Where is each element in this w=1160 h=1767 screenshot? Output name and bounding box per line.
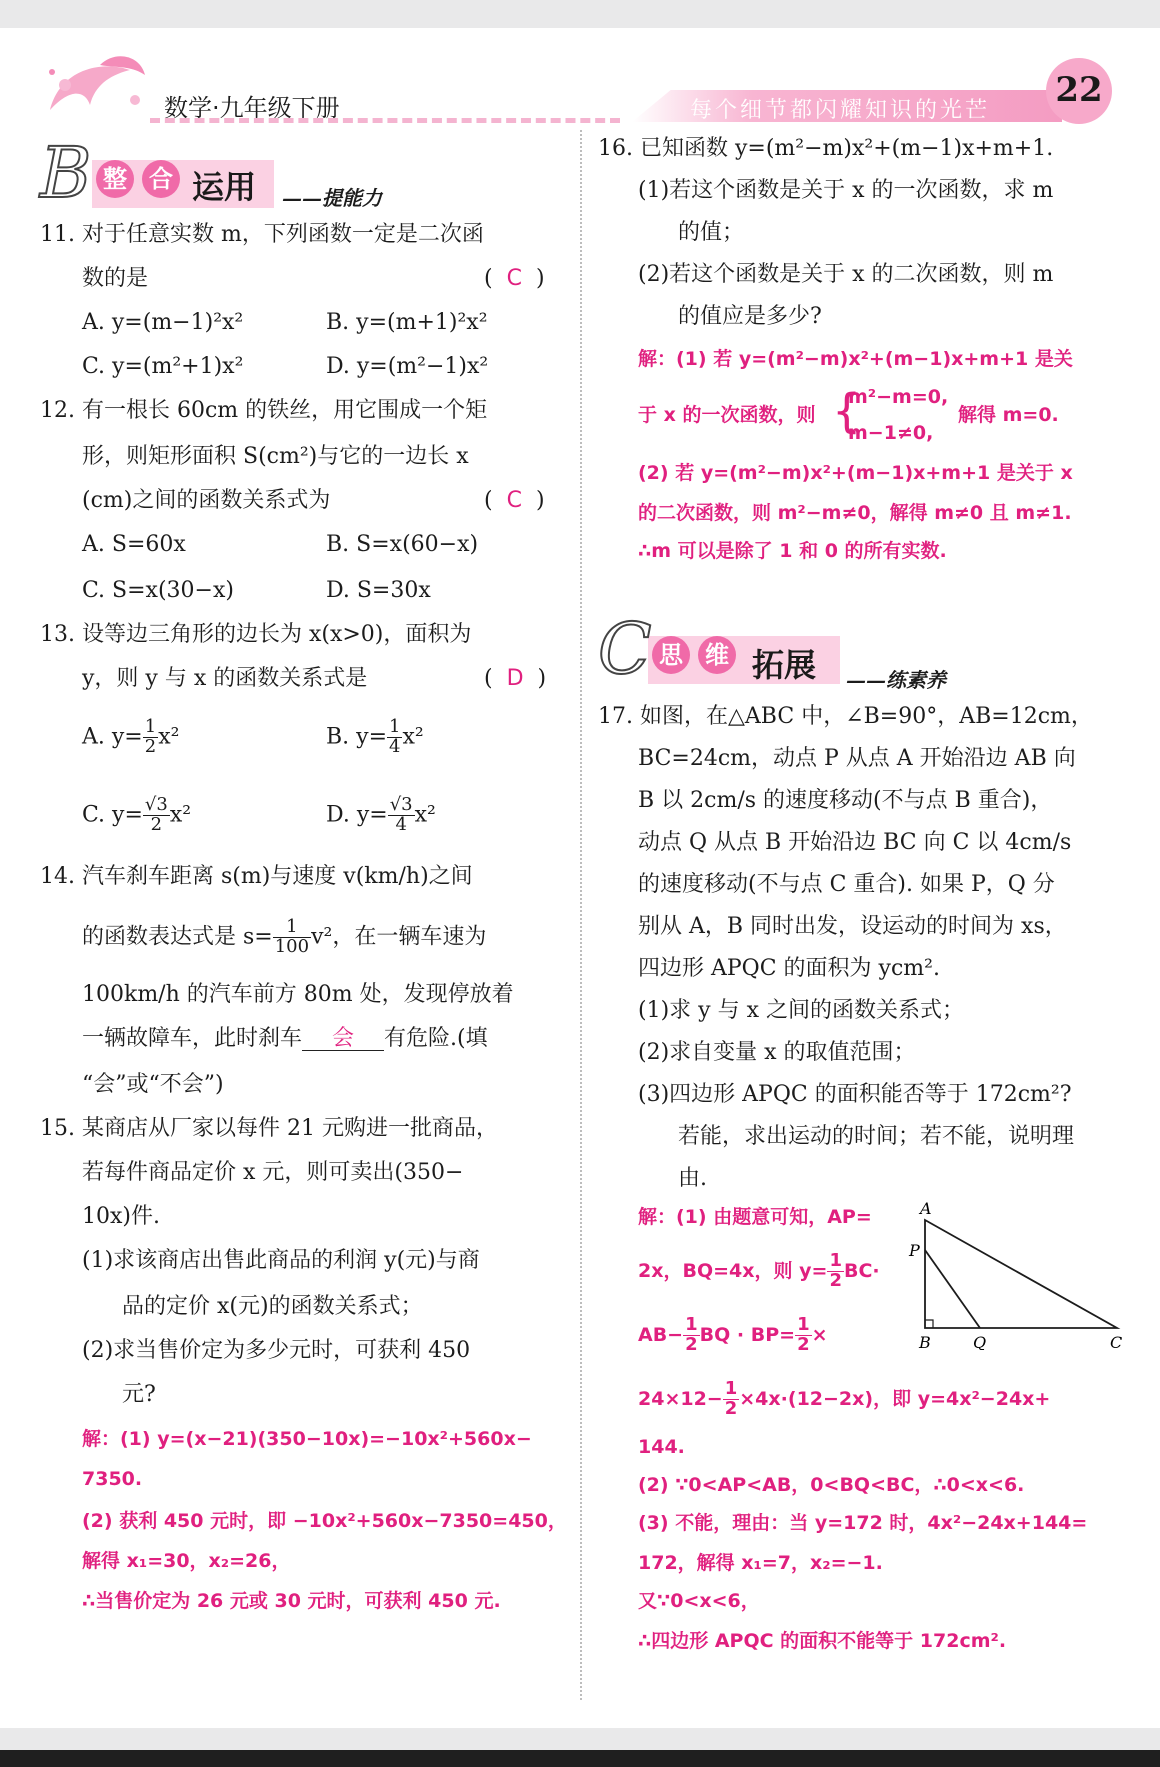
q16-line-4: (2)若这个函数是关于 x 的二次函数，则 m [638,262,1054,287]
q13-answer: D [506,666,524,691]
q12-option-d: D. S=30x [326,578,431,603]
q13-d-prefix: D. y= [326,802,388,828]
q12-line-2: 形，则矩形面积 S(cm²)与它的一边长 x [82,444,469,469]
section-b-letter: B [40,132,92,214]
q16-system-brace: { [832,384,862,438]
q13-b-fraction [387,718,402,757]
q17-s2-prefix: 2x，BQ=4x，则 y= [638,1259,828,1282]
q17-line-7: 四边形 APQC 的面积为 ycm². [638,956,940,981]
bottom-bar [0,1750,1160,1767]
q13-c-prefix: C. y= [82,802,143,828]
q13-a-den: 2 [144,735,157,757]
q17-line-12: 由. [678,1166,707,1191]
q13-option-c [82,796,191,835]
q17-solution-9: 又∵0<x<6， [638,1590,760,1612]
q12-option-b: B. S=x(60−x) [326,532,479,557]
q15-line-4: (1)求该商店出售此商品的利润 y(元)与商 [82,1248,480,1273]
q13-d-den: 4 [395,813,407,835]
q11-option-b: B. y=(m+1)²x² [326,310,488,335]
q13-a-num: 1 [144,716,157,737]
q15-solution-2: 7350. [82,1468,143,1490]
q11-option-a: A. y=(m−1)²x² [82,310,244,335]
q14-line-2-prefix: 的函数表达式是 s= [82,924,273,950]
section-c-title: 拓展 [752,646,817,684]
q12-option-a: A. S=60x [82,532,186,557]
q17-s3-den: 2 [685,1333,698,1355]
flower-ornament-icon [40,50,150,125]
section-c-letter: C [598,608,652,690]
section-b-badge-2: 合 [142,160,180,198]
section-b-badge-1: 整 [96,160,134,198]
q14-line-4-prefix: 一辆故障车，此时刹车 [82,1026,303,1051]
q11-option-c: C. y=(m²+1)x² [82,354,244,379]
label-a: A [920,1200,932,1218]
q13-b-den: 4 [389,735,401,757]
q17-s4-den: 2 [724,1397,738,1419]
q13-c-num: √3 [144,794,168,815]
q13-d-num: √3 [389,794,413,815]
q14-line-4-suffix: 有危险.(填 [384,1026,488,1051]
q15-line-7: 元? [122,1382,156,1407]
segment-pq [925,1250,980,1328]
q17-solution-3 [638,1316,828,1355]
section-c-badge-2: 维 [698,636,736,674]
q17-line-10: (3)四边形 APQC 的面积能否等于 172cm²? [638,1082,1072,1107]
q15-line-1: 15. 某商店从厂家以每件 21 元购进一批商品， [40,1116,498,1141]
q14-den: 100 [274,935,310,957]
q17-line-8: (1)求 y 与 x 之间的函数关系式； [638,998,964,1023]
section-b-subtitle: ——提能力 [282,186,382,210]
q14-num: 1 [273,918,311,938]
q16-system-eq-2: m−1≠0, [848,422,934,444]
q17-s2-num: 1 [829,1250,842,1271]
q17-s2-den: 2 [829,1269,842,1291]
q15-solution-3: (2) 获利 450 元时，即 −10x²+560x−7350=450， [82,1510,567,1532]
q11-answer-box: ( C ) [484,266,545,291]
section-c-subtitle: ——练素养 [846,668,946,692]
q11-option-d: D. y=(m²−1)x² [326,354,489,379]
q17-solution-10: ∴四边形 APQC 的面积不能等于 172cm². [638,1630,1007,1652]
q11-answer: C [506,266,522,291]
header-dashed-line [150,118,620,123]
q16-line-3: 的值； [678,220,745,245]
q12-option-c: C. S=x(30−x) [82,578,234,603]
right-angle-mark [925,1320,933,1328]
q17-solution-2 [638,1252,880,1291]
q16-solution-2-prefix: 于 x 的一次函数，则 [638,404,816,426]
q17-line-3: B 以 2cm/s 的速度移动(不与点 B 重合)， [638,788,1053,813]
q17-solution-8: 172，解得 x₁=7，x₂=−1. [638,1552,883,1574]
book-title: 数学·九年级下册 [164,94,340,122]
q13-d-fraction [388,796,415,835]
q15-line-6: (2)求当售价定为多少元时，可获利 450 [82,1338,471,1363]
q15-solution-5: ∴当售价定为 26 元或 30 元时，可获利 450 元. [82,1590,501,1612]
q12-answer: C [506,488,522,513]
triangle-abc [925,1220,1117,1328]
q17-solution-1: 解：(1) 由题意可知，AP= [638,1206,872,1228]
q17-line-1: 17. 如图，在△ABC 中，∠B=90°，AB=12cm， [598,704,1093,729]
q17-line-11: 若能，求出运动的时间；若不能，说明理 [678,1124,1075,1149]
q11-line-2: 数的是 [82,266,149,291]
q17-s3-num-2: 1 [797,1314,810,1335]
q13-a-suffix: x² [158,724,180,750]
q14-line-1: 14. 汽车刹车距离 s(m)与速度 v(km/h)之间 [40,864,473,889]
q16-solution-3: (2) 若 y=(m²−m)x²+(m−1)x+m+1 是关于 x [638,462,1073,484]
section-c-badge-1: 思 [652,636,690,674]
q14-answer: 会 [302,1028,384,1051]
q14-fraction [273,918,311,957]
q17-s4-suffix: ×4x·(12−2x)，即 y=4x²−24x+ [739,1387,1051,1410]
q13-line-1: 13. 设等边三角形的边长为 x(x>0)，面积为 [40,622,472,647]
header-motto: 每个细节都闪耀知识的光芒 [690,98,991,123]
q13-c-fraction [143,796,170,835]
q14-line-4 [82,1028,488,1051]
q17-line-4: 动点 Q 从点 B 开始沿边 BC 向 C 以 4cm/s [638,830,1072,855]
q11-line-1: 11. 对于任意实数 m，下列函数一定是二次函 [40,222,484,247]
q14-line-2 [82,918,486,957]
q13-line-2: y，则 y 与 x 的函数关系式是 [82,666,368,691]
q17-s2-suffix: BC· [843,1259,880,1282]
q12-line-1: 12. 有一根长 60cm 的铁丝，用它围成一个矩 [40,398,488,423]
q17-line-2: BC=24cm，动点 P 从点 A 开始沿边 AB 向 [638,746,1076,771]
triangle-figure [900,1200,1130,1350]
q13-option-d [326,796,436,835]
q12-answer-box: ( C ) [484,488,545,513]
q16-line-1: 16. 已知函数 y=(m²−m)x²+(m−1)x+m+1. [598,136,1054,161]
q16-solution-4: 的二次函数，则 m²−m≠0，解得 m≠0 且 m≠1. [638,502,1072,524]
q13-a-prefix: A. y= [82,724,143,750]
q16-solution-5: ∴m 可以是除了 1 和 0 的所有实数. [638,540,947,562]
q15-solution-4: 解得 x₁=30，x₂=26， [82,1550,291,1572]
q12-line-3: (cm)之间的函数关系式为 [82,488,331,513]
q17-s4-fraction [723,1380,740,1419]
q17-s3-fraction-1 [683,1316,700,1355]
q14-line-5: “会”或“不会”) [82,1072,224,1097]
label-c: C [1110,1333,1123,1350]
label-q: Q [973,1333,987,1350]
q17-line-6: 别从 A，B 同时出发，设运动的时间为 xs， [638,914,1067,939]
q16-system-eq-1: m²−m=0, [848,386,949,408]
q14-line-3: 100km/h 的汽车前方 80m 处，发现停放着 [82,982,514,1007]
q13-c-suffix: x² [169,802,192,828]
q17-s3-num: 1 [685,1314,698,1335]
q17-solution-5: 144. [638,1436,685,1458]
q13-answer-box: ( D ) [484,666,547,691]
label-b: B [919,1333,931,1350]
q13-c-den: 2 [150,813,163,835]
q17-s4-num: 1 [724,1378,738,1399]
q15-line-3: 10x)件. [82,1204,160,1229]
q16-solution-1: 解：(1) 若 y=(m²−m)x²+(m−1)x+m+1 是关 [638,348,1073,370]
q17-solution-4 [638,1380,1050,1419]
q17-s2-fraction [827,1252,844,1291]
q17-s3-den-2: 2 [797,1333,810,1355]
column-divider [580,130,582,1700]
q13-d-suffix: x² [414,802,436,828]
label-p: P [909,1241,920,1260]
q17-line-9: (2)求自变量 x 的取值范围； [638,1040,916,1065]
q13-a-fraction [143,718,158,757]
q13-b-prefix: B. y= [326,724,388,750]
q14-line-2-suffix: v²，在一辆车速为 [311,924,487,950]
q15-line-2: 若每件商品定价 x 元，则可卖出(350− [82,1160,464,1185]
q17-s3-prefix: AB− [638,1323,684,1346]
q15-solution-1: 解：(1) y=(x−21)(350−10x)=−10x²+560x− [82,1428,532,1450]
q16-solution-2-suffix: 解得 m=0. [958,404,1059,426]
q17-s4-prefix: 24×12− [638,1387,723,1410]
q13-b-num: 1 [389,716,401,737]
q16-line-5: 的值应是多少? [678,304,822,329]
q17-line-5: 的速度移动(不与点 C 重合). 如果 P，Q 分 [638,872,1055,897]
q17-solution-7: (3) 不能，理由：当 y=172 时，4x²−24x+144= [638,1512,1088,1534]
q17-s3-fraction-2 [795,1316,812,1355]
q13-option-b [326,718,424,757]
q15-line-5: 品的定价 x(元)的函数关系式； [122,1294,423,1319]
q16-line-2: (1)若这个函数是关于 x 的一次函数，求 m [638,178,1054,203]
q17-s3-middle: BQ · BP= [699,1323,796,1346]
q17-solution-6: (2) ∵0<AP<AB，0<BQ<BC，∴0<x<6. [638,1474,1025,1496]
q13-b-suffix: x² [402,724,424,750]
section-b-title: 运用 [192,168,257,206]
q17-s3-suffix: × [811,1323,828,1346]
q13-option-a [82,718,179,757]
page-number: 22 [1055,70,1103,110]
